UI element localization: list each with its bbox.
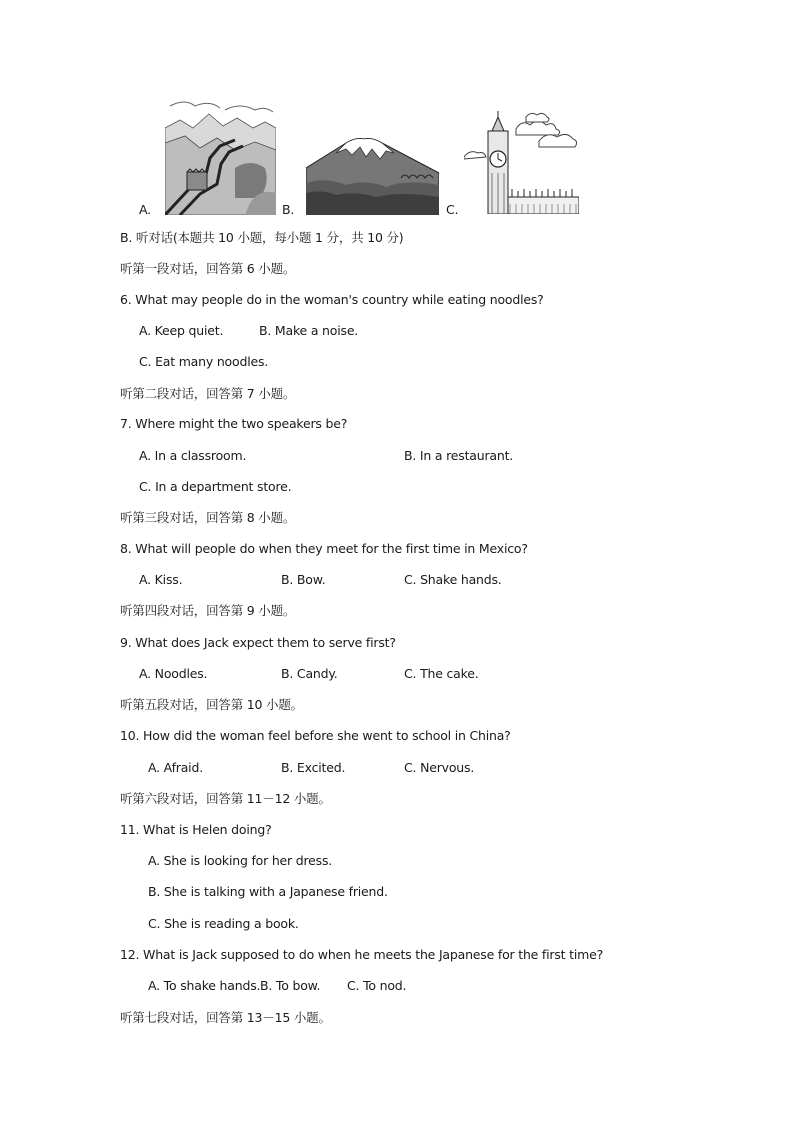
dialogue-3-intro: 听第三段对话，回答第 8 小题。 (120, 510, 296, 525)
question-11-option-b: B. She is talking with a Japanese friend. (148, 884, 388, 899)
big-ben-icon (464, 111, 579, 214)
question-11-option-c: C. She is reading a book. (148, 916, 299, 931)
dialogue-1-intro: 听第一段对话，回答第 6 小题。 (120, 261, 296, 276)
great-wall-icon (165, 98, 276, 215)
question-9-option-c: C. The cake. (404, 666, 479, 681)
question-10-option-a: A. Afraid. (148, 760, 203, 775)
question-8-option-b: B. Bow. (281, 572, 326, 587)
question-6-option-a: A. Keep quiet. (139, 323, 224, 338)
question-12-option-b: B. To bow. (260, 978, 321, 993)
question-10-option-b: B. Excited. (281, 760, 346, 775)
question-9: 9. What does Jack expect them to serve first? (120, 635, 396, 650)
question-6-option-c: C. Eat many noodles. (139, 354, 269, 369)
mount-fuji-icon (306, 133, 439, 215)
question-8: 8. What will people do when they meet for the first time in Mexico? (120, 541, 528, 556)
image-a-label: A. (139, 202, 151, 217)
question-9-option-b: B. Candy. (281, 666, 338, 681)
question-12: 12. What is Jack supposed to do when he meets the Japanese for the first time? (120, 947, 604, 962)
question-7: 7. Where might the two speakers be? (120, 416, 348, 431)
question-7-option-b: B. In a restaurant. (404, 448, 514, 463)
dialogue-4-intro: 听第四段对话，回答第 9 小题。 (120, 603, 296, 618)
question-7-option-a: A. In a classroom. (139, 448, 247, 463)
question-7-option-c: C. In a department store. (139, 479, 292, 494)
question-12-option-a: A. To shake hands. (148, 978, 261, 993)
question-11: 11. What is Helen doing? (120, 822, 272, 837)
question-6-option-b: B. Make a noise. (259, 323, 359, 338)
question-10-option-c: C. Nervous. (404, 760, 475, 775)
dialogue-2-intro: 听第二段对话，回答第 7 小题。 (120, 386, 296, 401)
question-12-option-c: C. To nod. (347, 978, 407, 993)
question-10: 10. How did the woman feel before she went to school in China? (120, 728, 511, 743)
dialogue-5-intro: 听第五段对话，回答第 10 小题。 (120, 697, 303, 712)
dialogue-6-intro: 听第六段对话，回答第 11－12 小题。 (120, 791, 331, 806)
question-6: 6. What may people do in the woman's country while eating noodles? (120, 292, 544, 307)
question-9-option-a: A. Noodles. (139, 666, 208, 681)
image-b-label: B. (282, 202, 295, 217)
section-b-heading: B. 听对话(本题共 10 小题，每小题 1 分，共 10 分) (120, 230, 404, 245)
dialogue-7-intro: 听第七段对话，回答第 13－15 小题。 (120, 1010, 331, 1025)
question-8-option-c: C. Shake hands. (404, 572, 502, 587)
question-11-option-a: A. She is looking for her dress. (148, 853, 333, 868)
question-8-option-a: A. Kiss. (139, 572, 183, 587)
image-c-label: C. (446, 202, 459, 217)
